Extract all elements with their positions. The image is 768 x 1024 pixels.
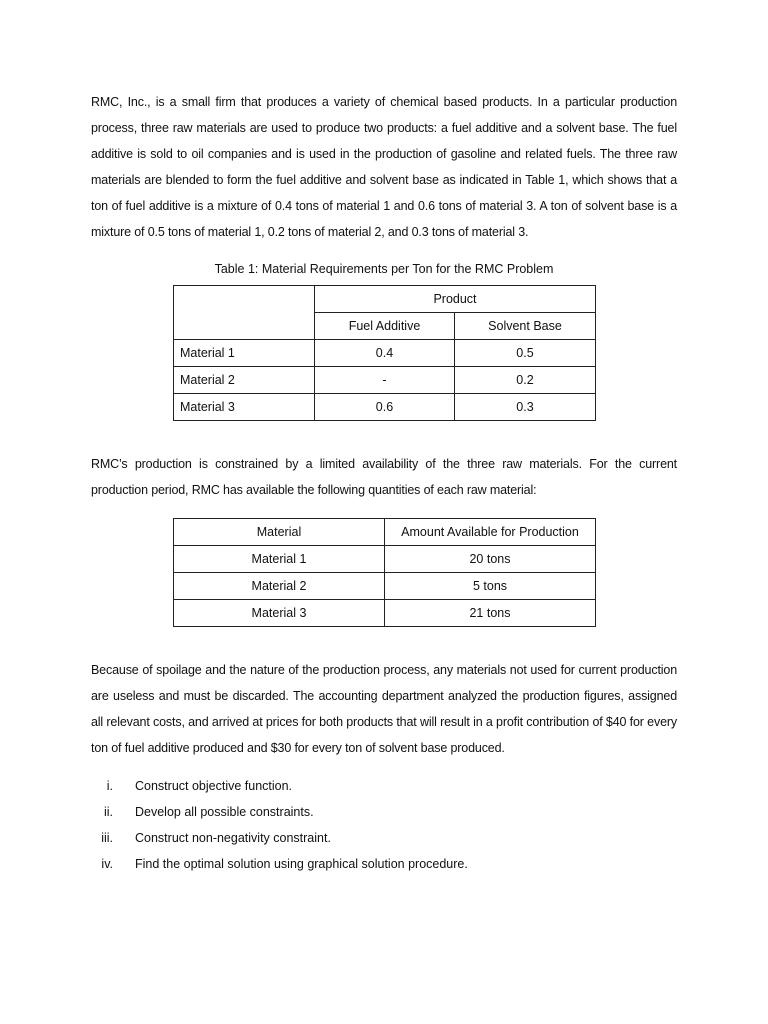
table-row [174, 573, 596, 600]
table-cell: - [315, 367, 455, 394]
table-row [174, 546, 596, 573]
table-row [174, 286, 596, 313]
table-cell: 5 tons [385, 573, 596, 600]
list-number: iii. [101, 831, 113, 845]
material-requirements-table [173, 285, 596, 421]
column-header: Fuel Additive [315, 313, 455, 340]
list-text: Construct objective function. [135, 779, 293, 793]
intro-paragraph: RMC, Inc., is a small firm that produces a variety of chemical based products. In a particular production process, three raw materials are used to produce two products: a fuel additive and a solvent base. The fuel additive is sold to oil companies and is used in the production of gasoline and related fuels. The three raw materials are blended to form the fuel additive and solvent base as indicated in Table 1, which shows that a ton of fuel additive is a mixture of 0.4 tons of material 1 and 0.6 tons of material 3. A ton of solvent base is a mixture of 0.5 tons of material 1, 0.2 tons of material 2, and 0.3 tons of material 3. [91, 95, 677, 239]
column-header: Amount Available for Production [385, 519, 596, 546]
row-label: Material 1 [174, 340, 315, 367]
list-number: ii. [103, 805, 113, 819]
product-group-header: Product [315, 286, 596, 313]
list-text: Find the optimal solution using graphical solution procedure. [135, 857, 468, 871]
table-header-row [174, 519, 596, 546]
column-header: Material [174, 519, 385, 546]
list-text: Develop all possible constraints. [135, 805, 314, 819]
column-header: Solvent Base [455, 313, 596, 340]
table-cell: 20 tons [385, 546, 596, 573]
table-row [174, 394, 596, 421]
empty-corner-cell [174, 286, 315, 340]
table-cell: 0.5 [455, 340, 596, 367]
row-label: Material 2 [174, 367, 315, 394]
table-row [174, 600, 596, 627]
list-number: i. [106, 779, 113, 793]
row-label: Material 3 [174, 394, 315, 421]
table-cell: 0.2 [455, 367, 596, 394]
table-cell: Material 3 [174, 600, 385, 627]
table-row [174, 367, 596, 394]
table-row [174, 340, 596, 367]
table-cell: 0.4 [315, 340, 455, 367]
table-cell: 0.6 [315, 394, 455, 421]
table-cell: Material 1 [174, 546, 385, 573]
table-cell: Material 2 [174, 573, 385, 600]
table1-caption: Table 1: Material Requirements per Ton for the RMC Problem [214, 262, 554, 276]
table-cell: 0.3 [455, 394, 596, 421]
constraint-paragraph: RMC’s production is constrained by a limited availability of the three raw materials. For the current production period, RMC has available the following quantities of each raw material: [91, 457, 677, 497]
material-availability-table [173, 518, 596, 627]
list-number: iv. [101, 857, 113, 871]
table-cell: 21 tons [385, 600, 596, 627]
profit-paragraph: Because of spoilage and the nature of the production process, any materials not used for current production are useless and must be discarded. The accounting department analyzed the production figures, assigned all relevant costs, and arrived at prices for both products that will result in a profit contribution of $40 for every ton of fuel additive produced and $30 for every ton of solvent base produced. [91, 663, 677, 755]
list-text: Construct non-negativity constraint. [135, 831, 331, 845]
